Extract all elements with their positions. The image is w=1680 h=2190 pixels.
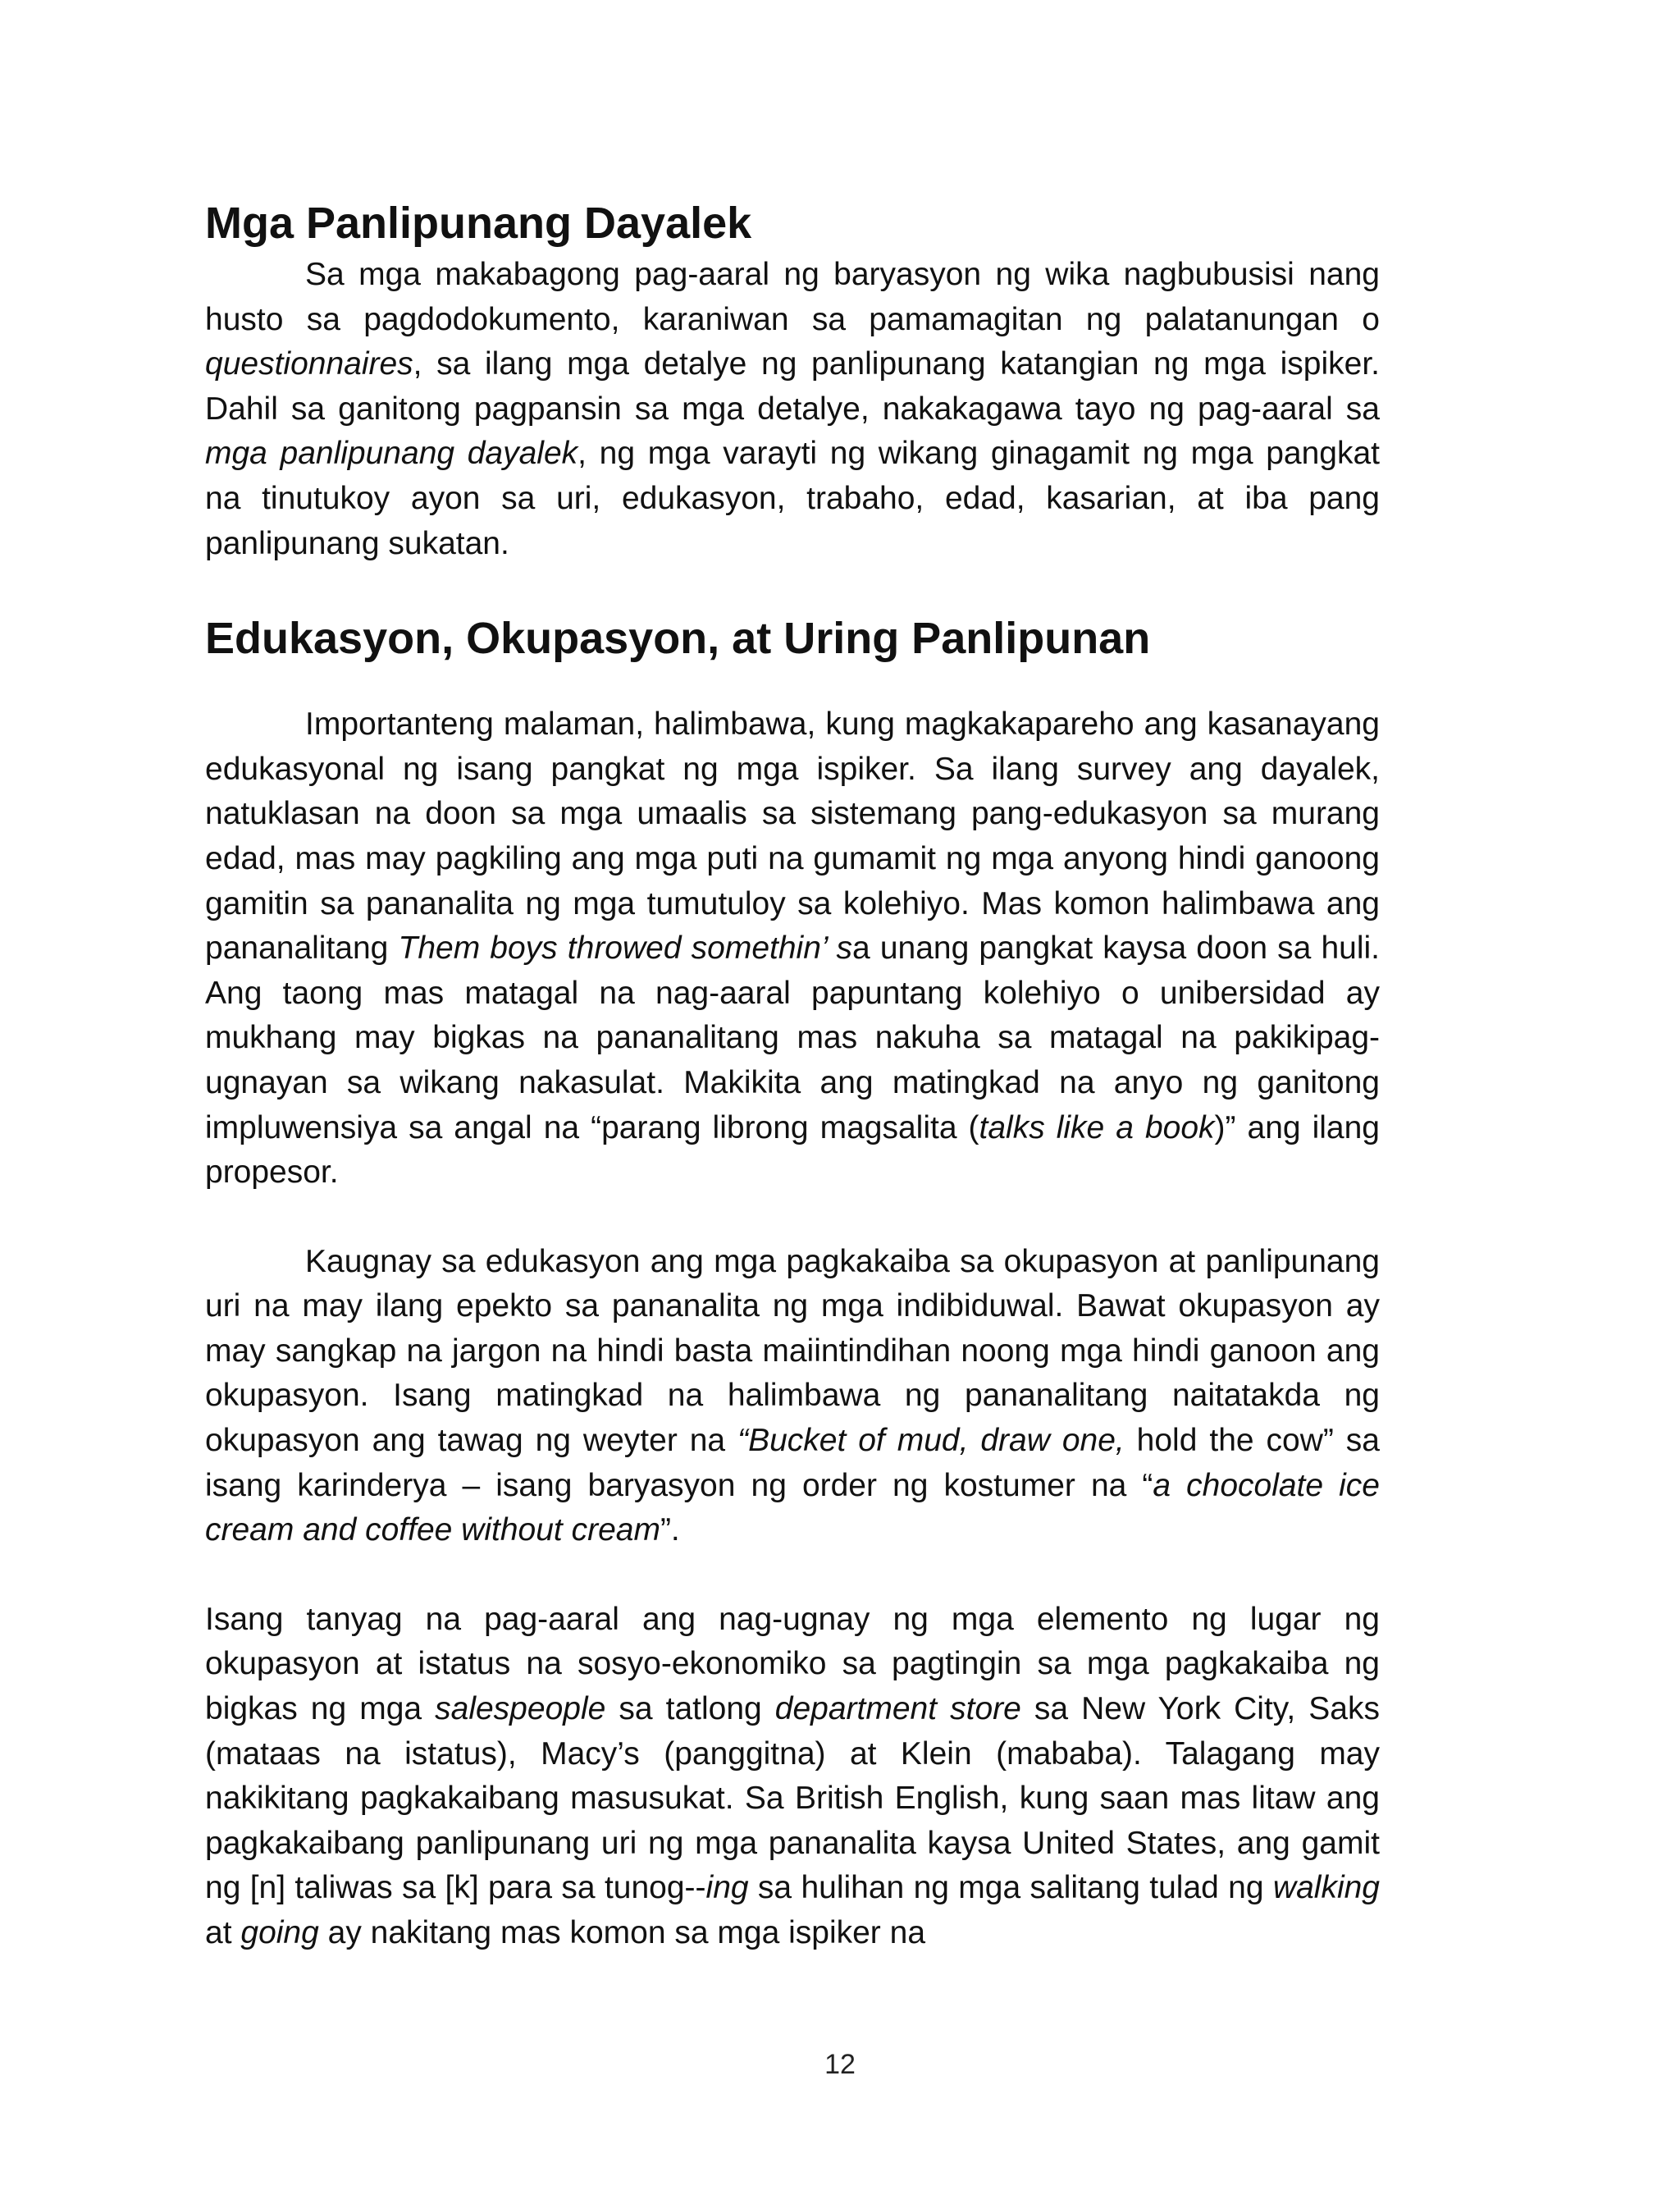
text-run: at: [205, 1915, 241, 1950]
paragraph-edukasyon-1: [205, 702, 1380, 1196]
document-page: [205, 197, 1380, 1956]
text-run: hold the cow” sa isang karinderya – isang baryasyon ng order ng kostumer na “: [205, 1423, 1380, 1503]
italic-ing: ing: [705, 1870, 749, 1906]
text-run: , sa ilang mga detalye ng panlipunang katangian ng mga ispiker. Dahil sa ganitong pagpansin sa mga detalye, nakakagawa tayo ng pag-aaral sa: [205, 346, 1380, 427]
text-run: Kaugnay sa edukasyon ang mga pagkakaiba sa okupasyon at panlipunang uri na may ilang epekto sa pananalita ng mga indibiduwal. Bawat okupasyon ay may sangkap na jargon na hindi basta maiintindihan noong mga hindi ganoon ang okupasyon. Isang matingkad na halimbawa ng pananalitang naitatakda ng okupasyon ang tawag ng weyter na: [205, 1243, 1380, 1459]
italic-chocolate-ice-cream: a chocolate ice cream and coffee without cream: [205, 1467, 1380, 1548]
text-run: ay nakitang mas komon sa mga ispiker na: [318, 1915, 926, 1950]
text-run: , ng mga varayti ng wikang ginagamit ng mga pangkat na tinutukoy ayon sa uri, edukasyon, trabaho, edad, kasarian, at iba pang panlipunang sukatan.: [205, 436, 1380, 561]
paragraph-edukasyon-2: [205, 1240, 1380, 1553]
italic-bucket-of-mud: “Bucket of mud, draw one,: [737, 1423, 1125, 1459]
italic-salespeople: salespeople: [435, 1691, 606, 1727]
page-number: 12: [824, 2049, 856, 2080]
italic-questionnaires: questionnaires: [205, 346, 413, 382]
italic-talks-like-a-book: talks like a book: [979, 1109, 1215, 1145]
italic-going: going: [240, 1915, 319, 1950]
text-run: sa tatlong: [605, 1691, 775, 1727]
text-run: a unang pangkat kaysa doon sa huli. Ang taong mas matagal na nag-aaral papuntang kolehiyo o unibersidad ay mukhang may bigkas na pananalitang mas nakuha sa matagal na pakikipag-ugnayan sa wikang nakasulat. Makikita ang matingkad na anyo ng ganitong impluwensiya sa angal na “parang librong magsalita (: [205, 930, 1381, 1145]
section-heading-edukasyon: Edukasyon, Okupasyon, at Uring Panlipunan: [205, 614, 1151, 664]
text-run: Sa mga makabagong pag-aaral ng baryasyon ng wika nagbubusisi nang husto sa pagdodokumento, karaniwan sa pamamagitan ng palatanungan o: [205, 257, 1380, 337]
italic-them-boys: Them boys throwed somethin’ s: [398, 930, 853, 967]
text-run: Importanteng malaman, halimbawa, kung magkakapareho ang kasanayang edukasyonal ng isang pangkat ng mga ispiker. Sa ilang survey ang dayalek, natuklasan na doon sa mga umaalis sa sistemang pang-edukasyon sa murang edad, mas may pagkiling ang mga puti na gumamit ng mga anyong hindi ganoong gamitin sa pananalita ng mga tumutuloy sa kolehiyo. Mas komon halimbawa ang pananalitang: [205, 706, 1380, 967]
italic-department-store: department store: [774, 1691, 1021, 1727]
text-run: Isang tanyag na pag-aaral ang nag-ugnay ng mga elemento ng lugar ng okupasyon at istatus na sosyo-ekonomiko sa pagtingin sa mga pagkakaiba ng bigkas ng mga: [205, 1601, 1380, 1727]
text-run: )” ang ilang propesor.: [205, 1109, 1380, 1191]
section-heading-panlipunang-dayalek: Mga Panlipunang Dayalek: [205, 199, 752, 248]
text-run: sa hulihan ng mga salitang tulad ng: [748, 1870, 1273, 1906]
italic-walking: walking: [1272, 1870, 1380, 1906]
paragraph-panlipunang-dayalek: [205, 253, 1380, 566]
text-run: ”.: [660, 1512, 680, 1548]
paragraph-edukasyon-3: [205, 1598, 1380, 1956]
italic-mga-panlipunang-dayalek: mga panlipunang dayalek: [205, 436, 578, 472]
text-run: sa New York City, Saks (mataas na istatus), Macy’s (panggitna) at Klein (mababa). Talagang may nakikitang pagkakaibang masusukat. Sa British English, kung saan mas litaw ang pagkakaibang panlipunang uri ng mga pananalita kaysa United States, ang gamit ng [n] taliwas sa [k] para sa tunog--: [205, 1691, 1380, 1906]
